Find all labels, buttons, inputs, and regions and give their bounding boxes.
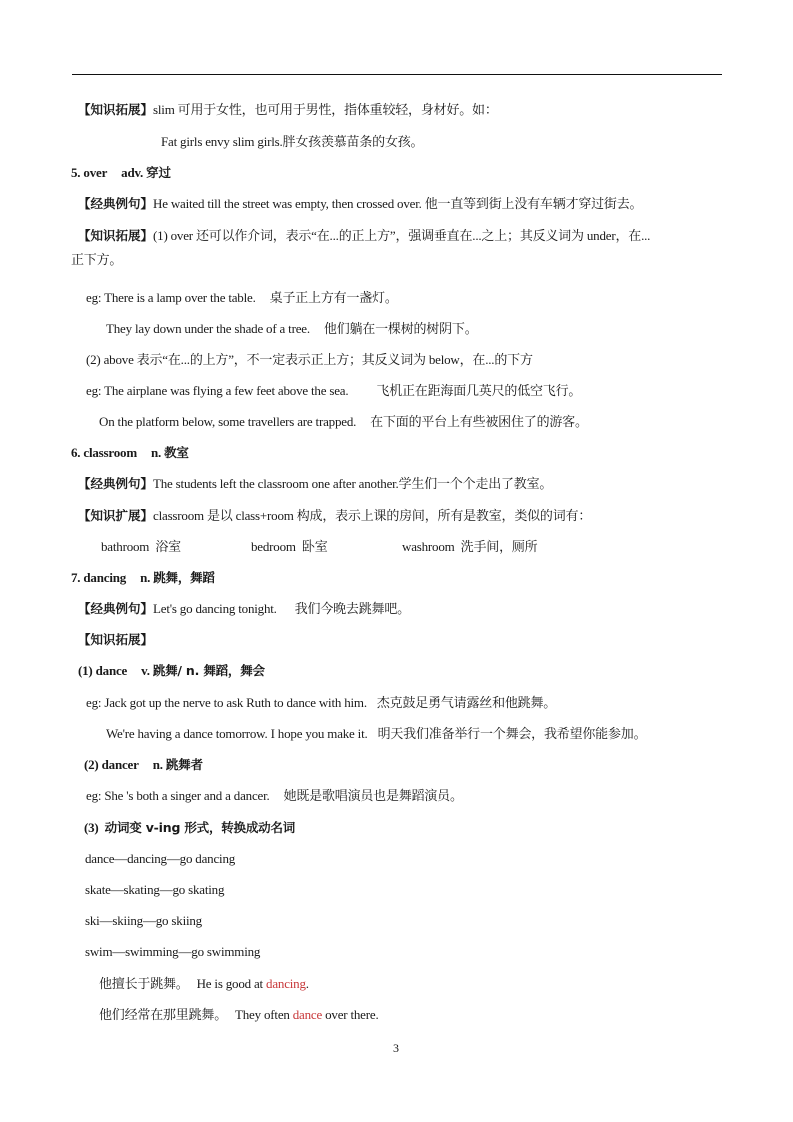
sub-zh: 跳舞/ n. 舞蹈，舞会 [152,663,265,678]
eg-zh: 她既是歌唱演员也是舞蹈演员。 [283,788,463,803]
eg-en: eg: She 's both a singer and a dancer. [86,788,270,803]
header-rule [72,74,722,75]
classic-example-label: 【经典例句】 [78,476,154,491]
eg-zh: 他擅长于跳舞。 [99,976,189,991]
intro-ext-text: slim 可用于女性，也可用于男性，指体重较轻，身材好。如： [153,102,498,117]
entry-heading-classroom [71,444,189,462]
eg-zh: 他们躺在一棵树的树阴下。 [323,321,478,336]
sub-num: (3) [84,820,99,835]
eg-en: eg: There is a lamp over the table. [86,290,256,305]
over-classic-example [78,195,642,213]
dancing-classic-example [78,600,410,618]
entry-heading-dancing [71,569,215,587]
eg-en: We're having a dance tomorrow. I hope you make it. [106,726,368,741]
eg-zh: 他们经常在那里跳舞。 [99,1007,228,1022]
sub-word: (1) dance [78,663,128,678]
over-sub2: (2) above 表示“在...的上方”，不一定表示正上方；其反义词为 below，在...的下方 [86,352,533,367]
sub-pos: v. [141,663,150,678]
knowledge-ext-label: 【知识拓展】 [78,228,154,243]
dancing-ext-label [78,631,153,649]
example-en: Let's go dancing tonight. [153,601,277,616]
page-number: 3 [393,1041,399,1055]
similar-word: bedroom 卧室 [251,539,328,554]
eg-en: He is good at [196,976,267,991]
eg-zh: 杰克鼓足勇气请露丝和他跳舞。 [376,695,557,710]
ext-text: classroom 是以 class+room 构成，表示上课的房间，所有是教室，类似的词有： [153,508,592,523]
over-eg4 [99,413,588,431]
eg-en-tail: over there. [322,1007,379,1022]
dancer-eg [86,787,463,805]
highlight-word: dancing [266,976,306,991]
similar-word: washroom 洗手间，厕所 [402,539,538,554]
final-example-2 [99,1006,379,1024]
sub-pos: n. [152,757,163,772]
heading-zh: 穿过 [146,165,171,180]
dance-eg1 [86,694,556,712]
over-eg1 [86,289,398,307]
heading-zh: 教室 [164,445,189,460]
over-eg3 [86,382,581,400]
similar-word: bathroom 浴室 [101,539,181,554]
final-example-1 [99,975,309,993]
eg-zh: 飞机正在距海面几英尺的低空飞行。 [376,383,582,398]
over-eg2 [106,320,478,338]
highlight-word: dance [292,1007,323,1022]
dancing-sub3-heading [84,819,295,837]
heading-pos: n. [140,570,151,585]
heading-word: 7. dancing [71,570,127,585]
classic-example-label: 【经典例句】 [78,601,154,616]
dancing-sub1-heading [78,662,265,680]
classroom-ext [78,507,591,525]
eg-zh: 在下面的平台上有些被困住了的游客。 [370,414,588,429]
eg-zh: 明天我们准备举行一个舞会，我希望你能参加。 [377,726,647,741]
over-ext-line1 [78,227,650,245]
heading-word: 6. classroom [71,445,137,460]
ext-text: (1) over 还可以作介词，表示“在...的正上方”，强调垂直在...之上；其反义词为 under，在... [153,228,651,243]
example-text: He waited till the street was empty, then crossed over. 他一直等到街上没有车辆才穿过街去。 [153,196,643,211]
sub-word: (2) dancer [84,757,139,772]
sub-zh: 跳舞者 [165,757,203,772]
entry-heading-over [71,164,171,182]
form-row: ski—skiing—go skiing [85,913,202,928]
eg-en: eg: The airplane was flying a few feet above the sea. [86,383,349,398]
eg-en: They lay down under the shade of a tree. [106,321,310,336]
form-row: swim—swimming—go swimming [85,944,261,959]
classic-example-label: 【经典例句】 [78,196,154,211]
knowledge-ext-label: 【知识扩展】 [78,508,154,523]
similar-words [101,538,537,556]
form-row: dance—dancing—go dancing [85,851,236,866]
dance-eg2 [106,725,646,743]
sub-text: 动词变 v-ing 形式，转换成动名词 [104,820,296,835]
eg-zh: 桌子正上方有一盏灯。 [269,290,398,305]
intro-example: Fat girls envy slim girls.胖女孩羡慕苗条的女孩。 [161,134,424,149]
classroom-classic-example [78,475,552,493]
dancing-sub2-heading [84,756,203,774]
eg-en: They often [235,1007,293,1022]
knowledge-ext-label: 【知识拓展】 [78,632,154,647]
eg-en: eg: Jack got up the nerve to ask Ruth to dance with him. [86,695,367,710]
heading-zh: 跳舞，舞蹈 [153,570,215,585]
heading-word: 5. over [71,165,108,180]
over-ext-line2: 正下方。 [71,252,123,267]
knowledge-ext-label: 【知识拓展】 [78,102,154,117]
intro-ext-line [78,101,498,119]
form-row: skate—skating—go skating [85,882,225,897]
heading-pos: n. [150,445,162,460]
eg-en: On the platform below, some travellers are trapped. [99,414,357,429]
eg-en-tail: . [305,976,309,991]
example-zh: 我们今晚去跳舞吧。 [294,601,410,616]
example-text: The students left the classroom one after another.学生们一个个走出了教室。 [153,476,553,491]
heading-pos: adv. [121,165,144,180]
